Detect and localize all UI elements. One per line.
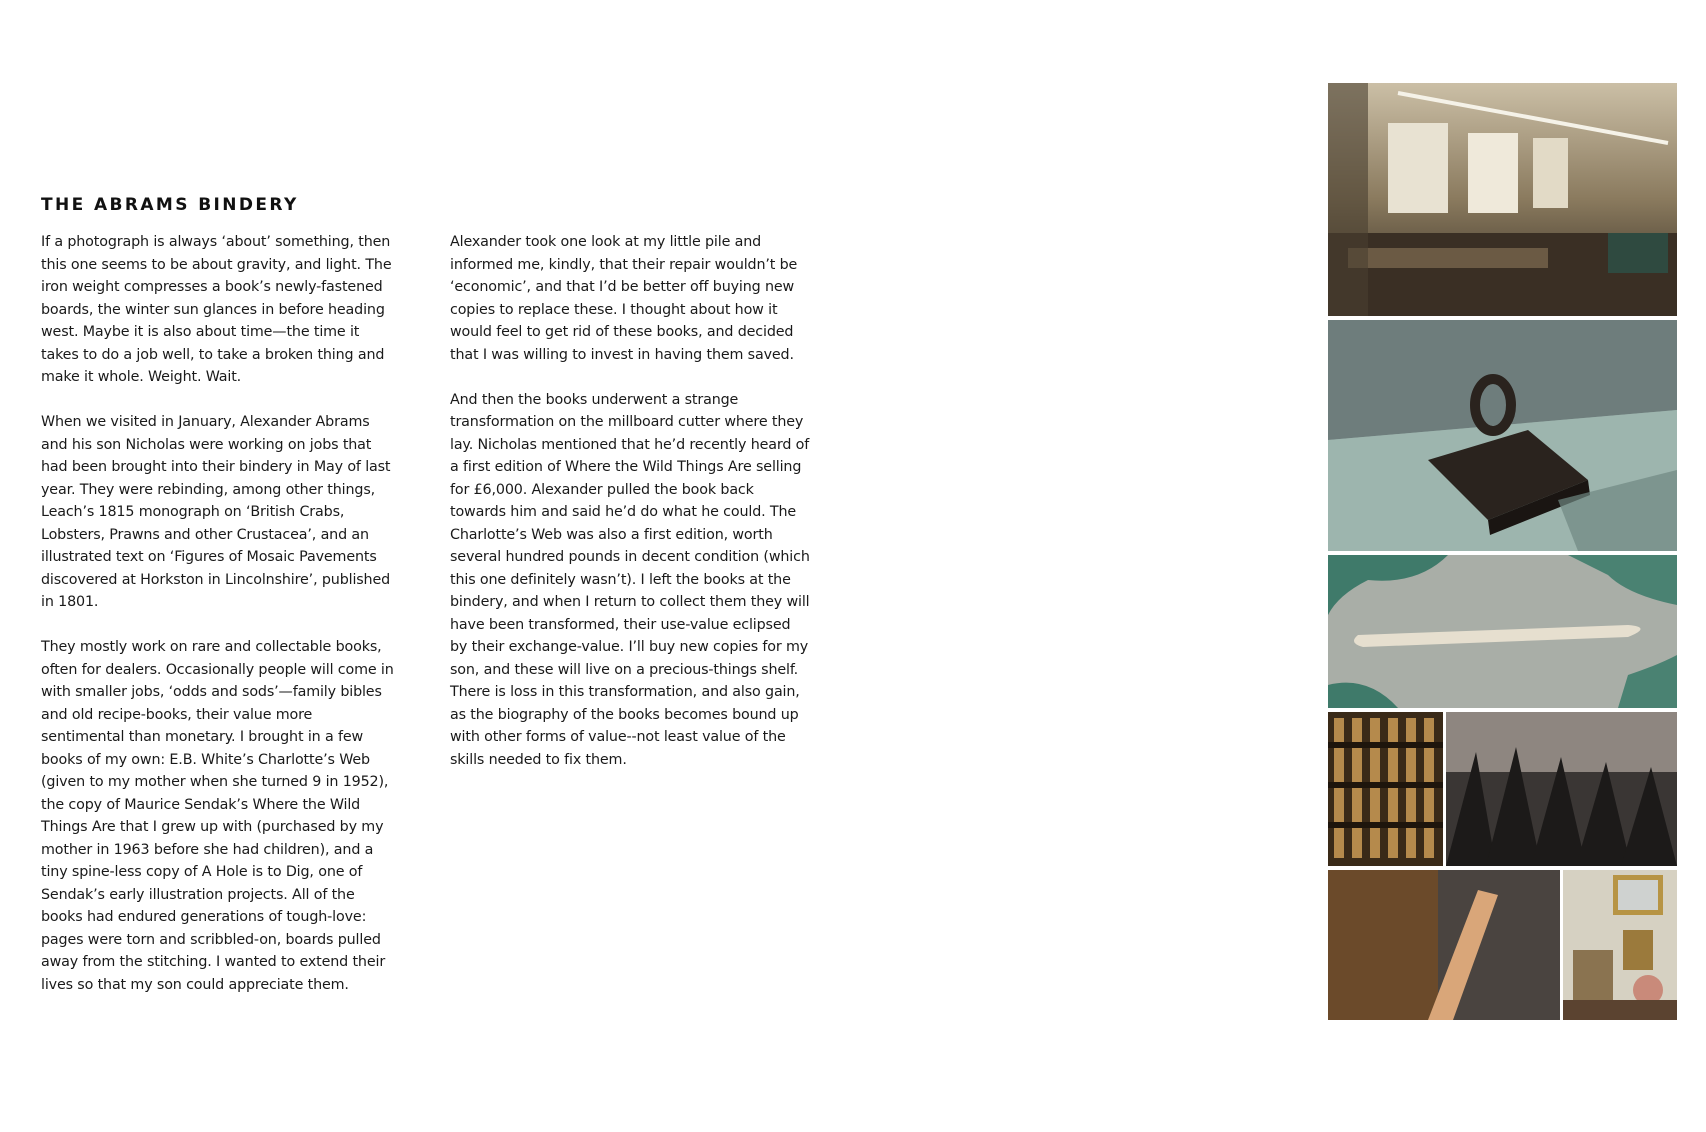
photo-fanned-pages <box>1446 712 1677 866</box>
paragraph: And then the books underwent a strange transformation on the millboard cutter where they lay. Nicholas mentioned that he’d recently heard of a first edition of Where the Wild Things Are selling for £6,000. Alexander pulled the book back towards him and said he’d do what he could. The Charlotte’s Web was also a first edition, worth several hundred pounds in decent condition (which this one definitely wasn’t). I left the books at the bindery, and when I return to collect them they will have been transformed, their use-value eclipsed by their exchange-value. I’ll buy new copies for my son, and these will live on a precious-things shelf. There is loss in this transformation, and also gain, as the biography of the books becomes bound up with other forms of value--not least value of the skills needed to fix them. <box>450 391 810 768</box>
photo-framed-pictures <box>1563 870 1677 1020</box>
paragraph: When we visited in January, Alexander Abrams and his son Nicholas were working on jobs that had been brought into their bindery in May of last year. They were rebinding, among other things, Leach’s 1815 monograph on ‘British Crabs, Lobsters, Prawns and other Crustacea’, and an illustrated text on ‘Figures of Mosaic Pavements discovered at Horkston in Lincolnshire’, published in 1801. <box>41 414 391 610</box>
article-title: THE ABRAMS BINDERY <box>41 195 299 215</box>
paragraph: Alexander took one look at my little pile and informed me, kindly, that their repair wouldn’t be ‘economic’, and that I’d be better off buying new copies to replace these. I thought about how it would feel to get rid of these books, and decided that I was willing to invest in having them saved. <box>450 234 798 363</box>
photo-leather-strip <box>1328 870 1560 1020</box>
photo-brass-type <box>1328 712 1443 866</box>
left-column <box>41 231 397 1019</box>
right-column <box>450 231 812 794</box>
photo-bindery-workshop <box>1328 83 1677 316</box>
photo-bone-folder <box>1328 555 1677 708</box>
paragraph: They mostly work on rare and collectable books, often for dealers. Occasionally people will come in with smaller jobs, ‘odds and sods’—family bibles and old recipe-books, their value more sentimental than monetary. I brought in a few books of my own: E.B. White’s Charlotte’s Web (given to my mother when she turned 9 in 1952), the copy of Maurice Sendak’s Where the Wild Things Are that I grew up with (purchased by my mother in 1963 before she had children), and a tiny spine-less copy of A Hole is to Dig, one of Sendak’s early illustration projects. All of the books had endured generations of tough-love: pages were torn and scribbled-on, boards pulled away from the stitching. I wanted to extend their lives so that my son could appreciate them. <box>41 639 394 993</box>
photo-iron-weight <box>1328 320 1677 551</box>
paragraph: If a photograph is always ‘about’ something, then this one seems to be about gravity, and light. The iron weight compresses a book’s newly-fastened boards, the winter sun glances in before heading west. Maybe it is also about time—the time it takes to do a job well, to take a broken thing and make it whole. Weight. Wait. <box>41 234 392 385</box>
